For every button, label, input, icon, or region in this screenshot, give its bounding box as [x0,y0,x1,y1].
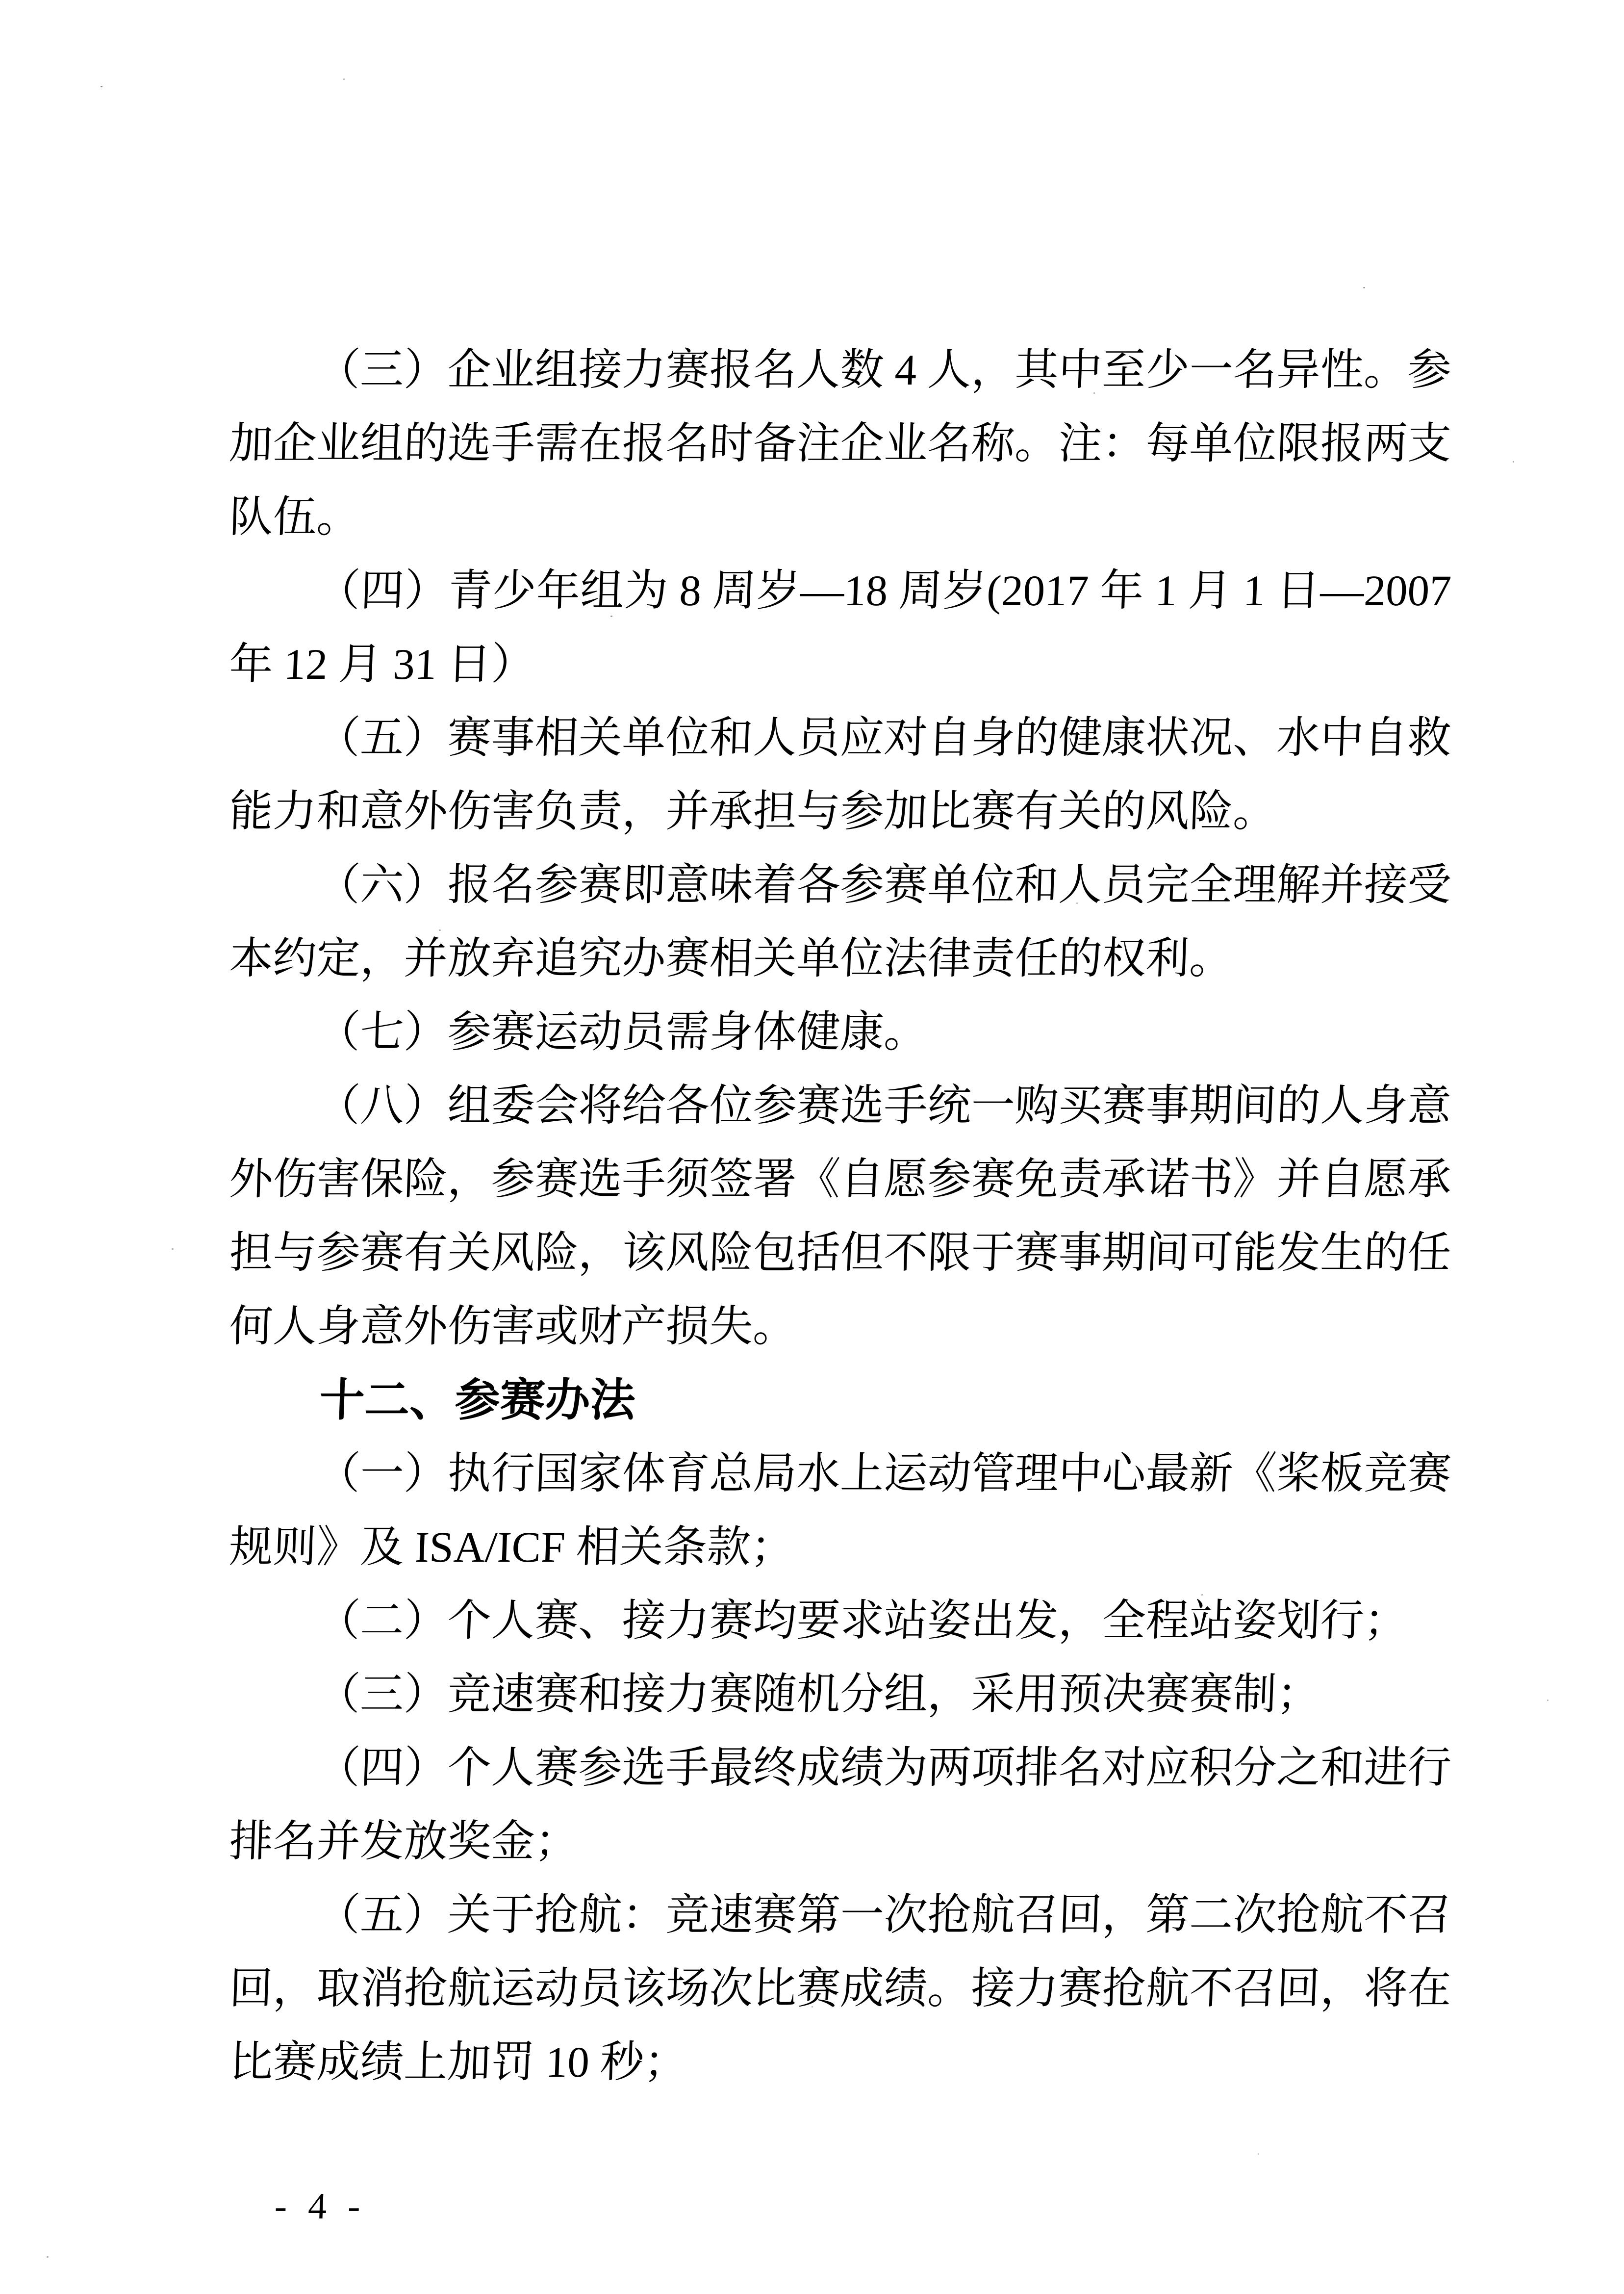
scan-speck [1076,902,1078,904]
scan-speck [610,616,612,617]
text-line: 回，取消抢航运动员该场次比赛成绩。接力赛抢航不召回，将在 [228,1965,1452,2013]
section-heading: 十二、参赛办法 [318,1375,636,1425]
text-line: 比赛成绩上加罚 10 秒； [228,2038,688,2087]
scan-speck [812,2006,813,2008]
text-line: （八）组委会将给各位参赛选手统一购买赛事期间的人身意 [315,1082,1452,1130]
text-line: （四）个人赛参选手最终成绩为两项排名对应积分之和进行 [315,1744,1452,1792]
text-line: 何人身意外伤害或财产损失。 [228,1303,798,1351]
text-line: （五）关于抢航：竞速赛第一次抢航召回，第二次抢航不召 [315,1891,1452,1939]
scan-speck [1547,1700,1548,1701]
scan-speck [343,78,345,80]
text-line: （六）报名参赛即意味着各参赛单位和人员完全理解并接受 [315,861,1452,909]
text-line: （一）执行国家体育总局水上运动管理中心最新《桨板竞赛 [315,1450,1452,1498]
text-line: （二）个人赛、接力赛均要求站姿出发，全程站姿划行； [315,1597,1409,1645]
text-line: 外伤害保险，参赛选手须签署《自愿参赛免责承诺书》并自愿承 [228,1156,1452,1204]
scan-speck [1201,1594,1203,1596]
text-line: （三）企业组接力赛报名人数 4 人，其中至少一名异性。参 [315,346,1452,394]
scan-speck [101,86,102,87]
text-line: 担与参赛有关风险，该风险包括但不限于赛事期间可能发生的任 [228,1229,1452,1277]
text-line: （五）赛事相关单位和人员应对自身的健康状况、水中自救 [315,714,1452,762]
scan-speck [1513,461,1514,463]
text-line: 本约定，并放弃追究办赛相关单位法律责任的权利。 [228,935,1234,983]
scan-speck [1258,2153,1259,2155]
text-line: 队伍。 [228,493,361,541]
scan-speck [1093,392,1095,394]
text-line: 能力和意外伤害负责，并承担与参加比赛有关的风险。 [228,788,1278,836]
text-line: 规则》及 ISA/ICF 相关条款； [228,1523,795,1572]
scan-speck [1363,287,1365,288]
scan-speck [47,2256,49,2258]
text-line: 加企业组的选手需在报名时备注企业名称。注：每单位限报两支 [228,420,1452,468]
scan-speck [439,929,441,931]
document-page [228,334,1450,2099]
text-line: （四）青少年组为 8 周岁—18 周岁(2017 年 1 月 1 日—2007 [315,567,1452,615]
text-line: 排名并发放奖金； [228,1818,580,1866]
text-line: （七）参赛运动员需身体健康。 [315,1008,929,1057]
text-line: 年 12 月 31 日） [228,641,536,689]
page-number: - 4 - [274,2186,367,2227]
text-line: （三）竞速赛和接力赛随机分组，采用预决赛赛制； [315,1671,1321,1719]
scan-speck [172,1248,174,1250]
